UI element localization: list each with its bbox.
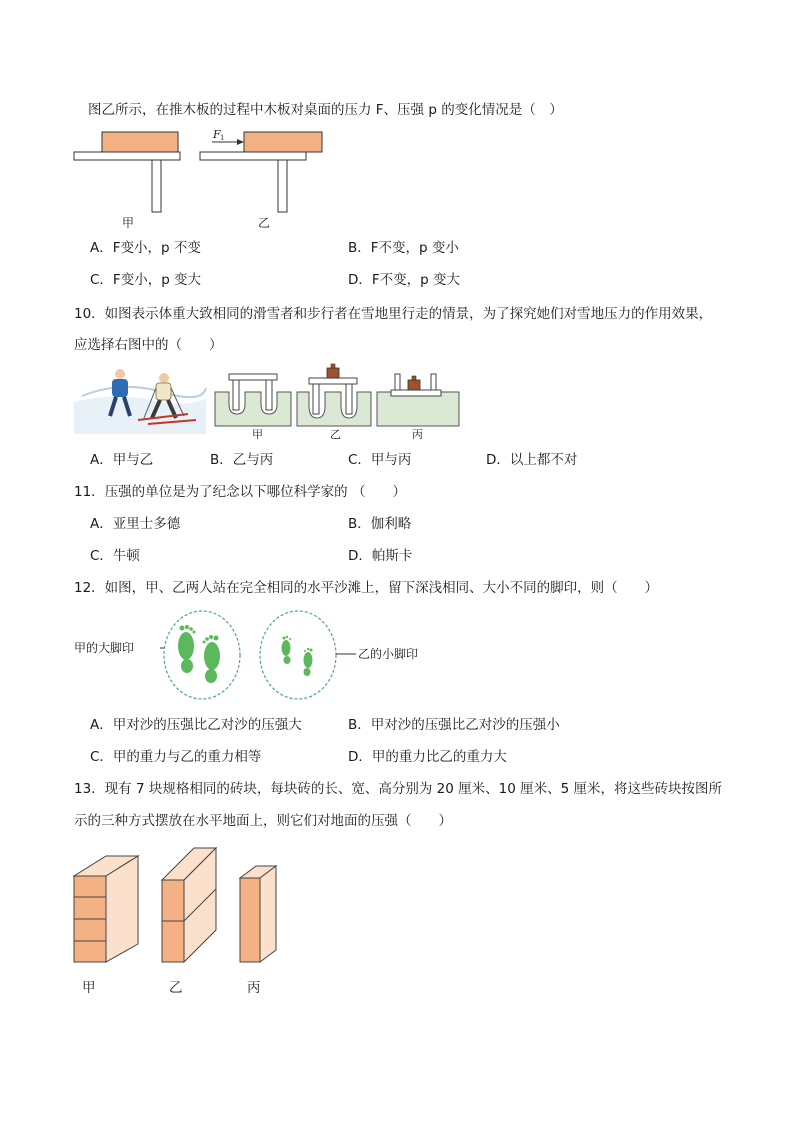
sponge-jia	[215, 392, 291, 426]
q12-option-b: B．甲对沙的压强比乙对沙的压强小	[348, 717, 560, 733]
q9-table-leg-yi	[278, 160, 287, 212]
snow-hill	[82, 387, 206, 397]
q13-label-jia: 甲	[82, 980, 96, 996]
sponge-yi	[297, 392, 371, 426]
q13-label-yi: 乙	[169, 980, 183, 996]
stool-leg-bing-1	[395, 374, 400, 390]
q9-force-label: F	[213, 128, 221, 141]
q11-option-a: A．亚里士多德	[90, 516, 181, 532]
stool-leg-jia-2	[266, 380, 272, 410]
q12-option-a: A．甲对沙的压强比乙对沙的压强大	[90, 717, 302, 733]
q11-option-c: C．牛顿	[90, 548, 140, 564]
small-foot-right-sole	[304, 652, 313, 668]
skier-body	[156, 383, 171, 400]
stool-seat-yi	[309, 378, 357, 384]
q10-experiment-figure	[213, 362, 461, 430]
q9-stem: 图乙所示，在推木板的过程中木板对桌面的压力 F、压强 p 的变化情况是（ ）	[88, 102, 563, 118]
stool-seat-bing	[391, 390, 441, 396]
q9-force-sub: 1	[220, 134, 225, 142]
big-foot-right-heel	[205, 669, 217, 683]
walker-body	[112, 379, 128, 397]
weight-knob-yi	[331, 364, 335, 368]
q9-option-d: D．F不变，p 变大	[348, 272, 461, 288]
big-foot-right-sole	[204, 642, 220, 670]
q9-label-yi: 乙	[258, 216, 271, 230]
q12-footprint-figure	[160, 608, 360, 702]
skier-head	[159, 373, 169, 383]
stool-leg-bing-2	[431, 374, 436, 390]
walker-head	[115, 369, 125, 379]
q10-skier-walker-image	[72, 362, 207, 434]
brick-stack-bing	[240, 866, 276, 962]
q12-label-big-foot: 甲的大脚印	[74, 641, 135, 655]
q9-table-top-jia	[74, 152, 180, 160]
q12-stem: 12．如图，甲、乙两人站在完全相同的水平沙滩上，留下深浅相同、大小不同的脚印，则（ ）	[74, 580, 659, 596]
sponge-bing	[377, 392, 459, 426]
brick-stack-jia	[74, 856, 138, 962]
q10-stem-line1: 10．如图表示体重大致相同的滑雪者和步行者在雪地里行走的情景，为了探究她们对雪地压力的作用效果，	[74, 306, 713, 322]
q10-stem-line2: 应选择右图中的（ ）	[74, 337, 223, 353]
weight-yi	[327, 368, 339, 378]
q9-board-jia	[102, 132, 178, 152]
q13-stem-line2: 示的三种方式摆放在水平地面上，则它们对地面的压强（ ）	[74, 813, 452, 829]
q12-label-small-foot: 乙的小脚印	[358, 647, 419, 661]
q9-force-arrowhead	[237, 139, 244, 145]
q9-figure	[70, 128, 330, 216]
q10-label-bing: 丙	[412, 428, 423, 441]
q11-option-b: B．伽利略	[348, 516, 412, 532]
q9-board-yi	[244, 132, 322, 152]
small-foot-right-heel	[304, 668, 311, 676]
big-foot-left-sole	[178, 632, 194, 660]
big-foot-left-heel	[181, 659, 193, 673]
brick-stack-yi	[162, 848, 216, 962]
circle-jia	[164, 611, 240, 699]
q13-label-bing: 丙	[247, 980, 261, 996]
q11-option-d: D．帕斯卡	[348, 548, 413, 564]
small-foot-left-heel	[284, 656, 291, 664]
q9-option-b: B．F不变，p 变小	[348, 240, 459, 256]
q11-stem: 11．压强的单位是为了纪念以下哪位科学家的 （ ）	[74, 484, 406, 500]
q9-label-jia: 甲	[122, 216, 135, 230]
q10-option-b: B．乙与丙	[210, 452, 274, 468]
q9-table-leg-jia	[152, 160, 161, 212]
weight-bing	[408, 380, 420, 390]
q13-brick-figure	[70, 842, 290, 968]
q12-option-c: C．甲的重力与乙的重力相等	[90, 749, 262, 765]
q10-label-yi: 乙	[330, 428, 341, 441]
q10-label-jia: 甲	[252, 428, 263, 441]
q10-option-c: C．甲与丙	[348, 452, 412, 468]
q9-table-top-yi	[200, 152, 306, 160]
q13-stem-line1: 13．现有 7 块规格相同的砖块，每块砖的长、宽、高分别为 20 厘米、10 厘米、5 厘米，将这些砖块按图所	[74, 781, 722, 797]
small-foot-left-sole	[282, 640, 291, 656]
stool-leg-jia-1	[233, 380, 239, 410]
stool-leg-yi-2	[346, 384, 352, 414]
q10-option-d: D．以上都不对	[486, 452, 578, 468]
q12-option-d: D．甲的重力比乙的重力大	[348, 749, 507, 765]
weight-knob-bing	[412, 376, 416, 380]
q10-option-a: A．甲与乙	[90, 452, 154, 468]
stool-leg-yi-1	[313, 384, 319, 414]
stool-seat-jia	[229, 374, 277, 380]
q9-option-c: C．F变小，p 变大	[90, 272, 202, 288]
circle-yi	[260, 611, 336, 699]
q9-option-a: A．F变小，p 不变	[90, 240, 201, 256]
